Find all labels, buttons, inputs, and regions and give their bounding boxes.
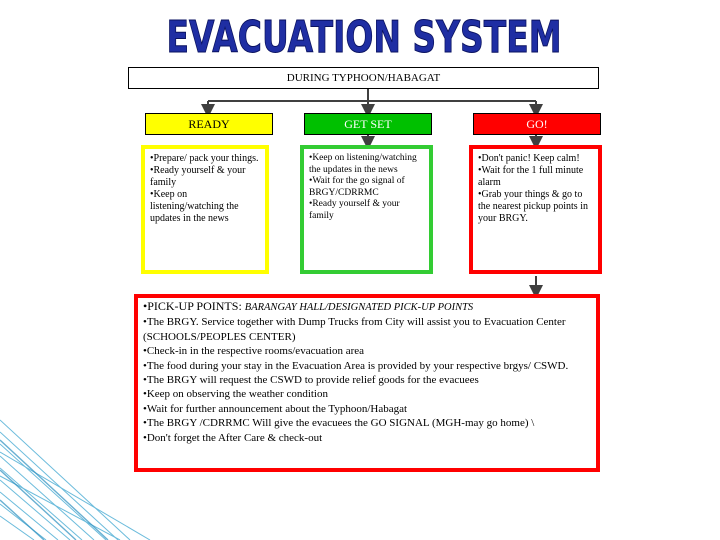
title-text: EVACUATION SYSTEM (166, 12, 562, 58)
go-step: •Grab your things & go to the nearest pickup points in your BRGY. (478, 189, 588, 224)
get-set-header (304, 113, 432, 135)
detail-item: •Keep on observing the weather condition (143, 388, 328, 401)
pickup-label: •PICK-UP POINTS: (143, 299, 245, 313)
detail-item: •Wait for further announcement about the Typhoon/Habagat (143, 402, 408, 415)
ready-step: •Prepare/ pack your things. (150, 153, 259, 164)
get-set-step: •Keep on listening/watching the updates in the news (309, 153, 417, 175)
get-set-step: •Ready yourself & your family (309, 199, 400, 221)
evacuation-details (134, 294, 600, 472)
go-step: •Wait for the 1 full minute alarm (478, 165, 584, 188)
ready-step: •Ready yourself & your family (150, 165, 246, 188)
ready-step: •Keep on listening/watching the updates in the news (150, 189, 239, 224)
detail-item: •The BRGY /CDRRMC Will give the evacuees the GO SIGNAL (MGH-may go home) \ (143, 417, 535, 430)
ready-steps (141, 145, 269, 274)
get-set-label: GET SET (344, 117, 392, 131)
pickup-points (143, 299, 591, 315)
go-step: •Don't panic! Keep calm! (478, 153, 580, 164)
ready-label: READY (188, 117, 230, 131)
detail-item: •Check-in in the respective rooms/evacuation area (143, 345, 365, 358)
get-set-step: •Wait for the go signal of BRGY/CDRRMC (309, 176, 405, 198)
detail-item: •The food during your stay in the Evacuation Area is provided by your respective brgys/ CSWD. (143, 359, 569, 372)
detail-item: •The BRGY will request the CSWD to provide relief goods for the evacuees (143, 374, 479, 387)
phase-header-box (128, 67, 599, 89)
ready-header (145, 113, 273, 135)
get-set-steps (300, 145, 433, 274)
phase-header-label: DURING TYPHOON/HABAGAT (286, 72, 441, 84)
go-label: GO! (526, 117, 548, 131)
go-header (473, 113, 601, 135)
detail-item: •The BRGY. Service together with Dump Trucks from City will assist you to Evacuation Center (SCHOOLS/PEOPLES CENTER) (143, 316, 566, 343)
detail-item: •Don't forget the After Care & check-out (143, 431, 323, 444)
go-steps (469, 145, 602, 274)
pickup-value: BARANGAY HALL/DESIGNATED PICK-UP POINTS (244, 302, 474, 313)
